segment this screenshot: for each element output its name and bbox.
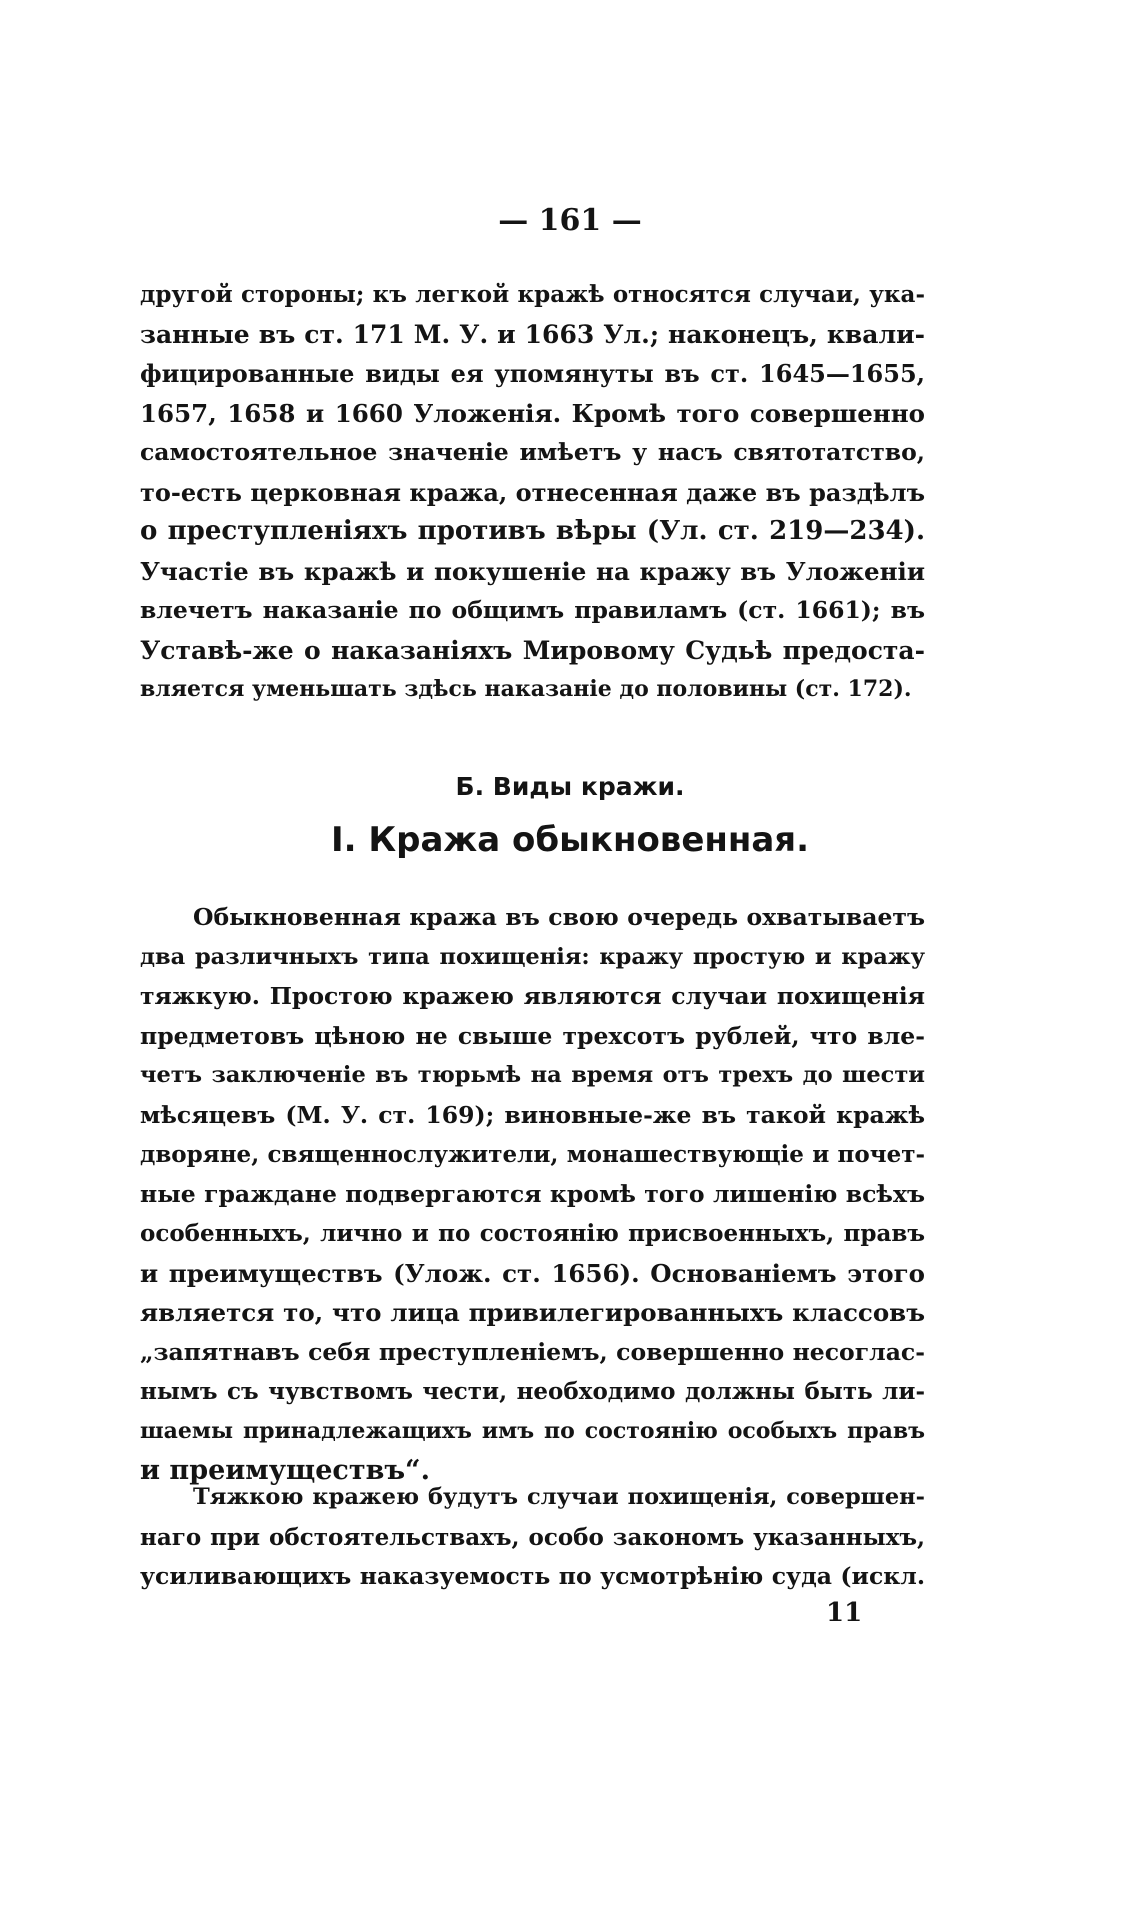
signature-mark: 11 (826, 1598, 863, 1628)
text-line: два различныхъ типа похищенія: кражу простую и кражу (140, 943, 925, 970)
text-line: Обыкновенная кража въ свою очередь охватываетъ (193, 903, 925, 931)
text-line: мѣсяцевъ (М. У. ст. 169); виновные-же въ такой кражѣ (140, 1100, 925, 1129)
text-line: то-есть церковная кража, отнесенная даже въ раздѣлъ (140, 477, 925, 507)
text-line: Уставѣ-же о наказаніяхъ Мировому Судьѣ предоста- (140, 635, 925, 665)
paragraph-2 (140, 898, 925, 1491)
text-line: предметовъ цѣною не свыше трехсотъ рублей, что вле- (140, 1021, 925, 1050)
text-line: фицированные виды ея упомянуты въ ст. 1645—1655, (140, 359, 925, 388)
text-line: ные граждане подвергаются кромѣ того лишенію всѣхъ (140, 1179, 925, 1208)
page-number-header: — 161 — (498, 203, 642, 238)
text-line: нымъ съ чувствомъ чести, необходимо должны быть ли- (140, 1378, 925, 1405)
paragraph-1 (140, 275, 925, 710)
text-line: другой стороны; къ легкой кражѣ относятся случаи, ука- (140, 281, 925, 308)
text-line: четъ заключеніе въ тюрьмѣ на время отъ трехъ до шести (140, 1062, 925, 1088)
text-line: наго при обстоятельствахъ, особо закономъ указанныхъ, (140, 1523, 925, 1551)
text-line: тяжкую. Простою кражею являются случаи похищенія (140, 982, 925, 1010)
text-line: самостоятельное значеніе имѣетъ у насъ святотатство, (140, 438, 925, 466)
text-line: „запятнавъ себя преступленіемъ, совершенно несоглас- (140, 1337, 925, 1366)
text-line: является то, что лица привилегированныхъ классовъ (140, 1298, 925, 1327)
subsection-heading: I. Кража обыкновенная. (330, 820, 810, 860)
text-line: дворяне, священнослужители, монашествующіе и почет- (140, 1141, 925, 1168)
text-line: Тяжкою кражею будутъ случаи похищенія, совершен- (193, 1484, 925, 1510)
text-line: особенныхъ, лично и по состоянію присвоенныхъ, правъ (140, 1220, 925, 1247)
text-line: занные въ ст. 171 М. У. и 1663 Ул.; наконецъ, квали- (140, 319, 925, 349)
text-line: Участіе въ кражѣ и покушеніе на кражу въ Уложеніи (140, 556, 925, 586)
text-line: и преимуществъ (Улож. ст. 1656). Основаніемъ этого (140, 1258, 925, 1288)
section-heading: Б. Виды кражи. (455, 772, 685, 801)
paragraph-3 (140, 1478, 925, 1597)
text-line: и преимуществъ“. (140, 1455, 430, 1486)
text-line: влечетъ наказаніе по общимъ правиламъ (ст. 1661); въ (140, 596, 925, 624)
text-line: 1657, 1658 и 1660 Уложенія. Кромѣ того совершенно (140, 398, 925, 428)
text-line: о преступленіяхъ противъ вѣры (Ул. ст. 219—234). (140, 516, 925, 546)
text-line: шаемы принадлежащихъ имъ по состоянію особыхъ правъ (140, 1417, 925, 1444)
text-line: усиливающихъ наказуемость по усмотрѣнію суда (искл. (140, 1562, 925, 1590)
text-line: вляется уменьшать здѣсь наказаніе до половины (ст. 172). (140, 676, 912, 702)
